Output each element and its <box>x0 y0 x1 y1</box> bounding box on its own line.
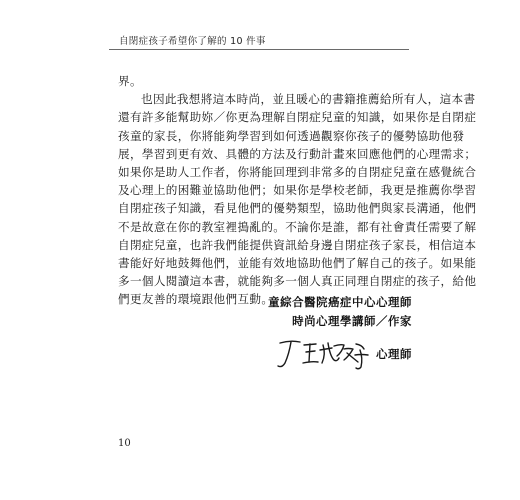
paragraph-line: 及心理上的困難並協助他們；如果你是學校老師，我更是推薦你學習 <box>118 183 477 198</box>
paragraph-line: 們更友善的環境跟他們互動。 <box>118 292 274 307</box>
paragraph-line: 多一個人閱讀這本書，就能夠多一個人真正同理自閉症的孩子，給他 <box>118 274 477 289</box>
header-divider <box>109 49 409 50</box>
author-title: 心理師 <box>376 347 412 361</box>
paragraph-line: 界。 <box>118 74 142 88</box>
handwritten-signature <box>276 336 372 372</box>
paragraph-line: 自閉症孩子知識，看見他們的優勢類型，協助他們與家長溝通，他們 <box>118 201 477 216</box>
page-number: 10 <box>118 438 131 449</box>
signature-block <box>268 293 412 372</box>
signature-row <box>268 336 412 372</box>
body-text <box>118 72 477 309</box>
paragraph-line: 展，學習到更有效、具體的方法及行動計畫來回應他們的心理需求； <box>118 146 477 161</box>
paragraph-line: 書能好好地鼓舞他們，並能有效地協助他們了解自己的孩子。如果能 <box>118 256 477 271</box>
paragraph-line: 還有許多能幫助妳／你更為理解自閉症兒童的知識，如果你是自閉症 <box>118 110 477 125</box>
paragraph-line: 不是故意在你的教室裡搗亂的。不論你是誰，都有社會責任需要了解 <box>118 219 477 234</box>
paragraph-line: 自閉症兒童，也許我們能提供資訊給身邊自閉症孩子家長，相信這本 <box>118 237 477 252</box>
author-role: 時尚心理學講師／作家 <box>292 314 412 328</box>
paragraph-line: 也因此我想將這本時尚，並且暖心的書籍推薦給所有人，這本書 <box>141 92 476 107</box>
paragraph-line: 孩童的家長，你將能夠學習到如何透過觀察你孩子的優勢協助他發 <box>118 128 465 143</box>
paragraph-line: 如果你是助人工作者，你將能回理到非常多的自閉症兒童在感覺統合 <box>118 165 477 180</box>
author-affiliation: 童綜合醫院癌症中心心理師 <box>268 295 412 309</box>
running-header: 自閉症孩子希望你了解的 10 件事 <box>119 36 266 47</box>
